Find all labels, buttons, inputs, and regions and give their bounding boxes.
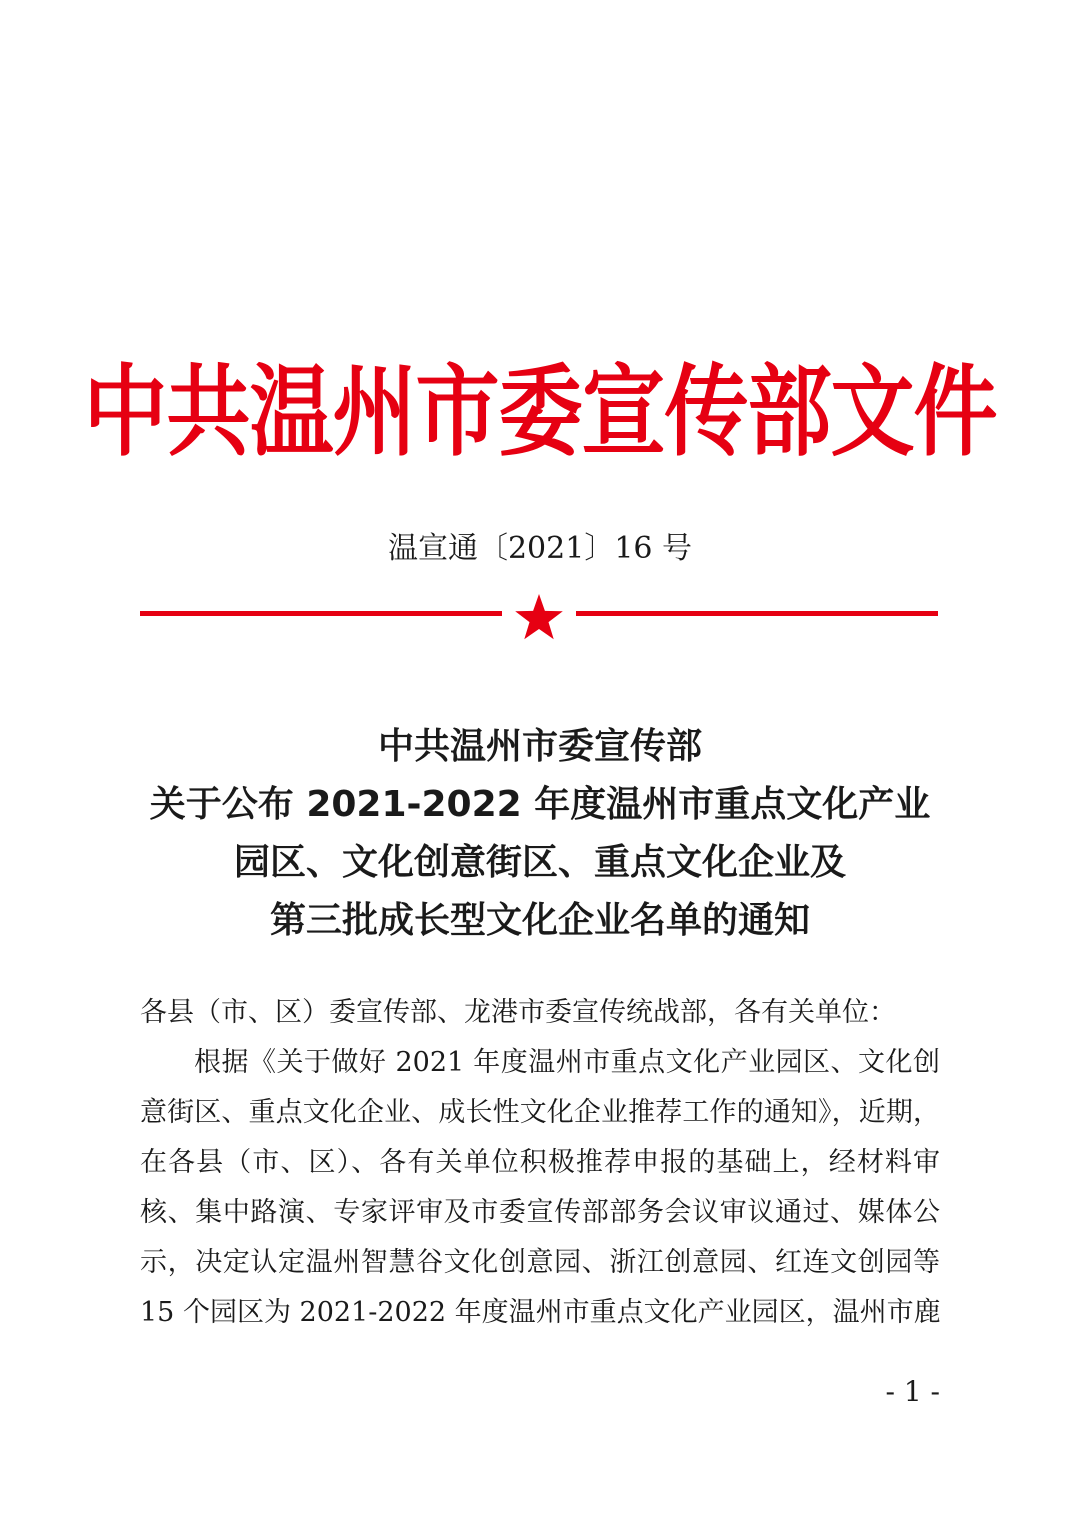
red-divider-right [576,611,938,616]
body-line: 意街区、重点文化企业、成长性文化企业推荐工作的通知》，近期， [140,1097,940,1128]
document-number: 温宣通〔2021〕16 号 [387,531,693,566]
star-icon [514,592,564,642]
page-number: - 1 - [885,1375,940,1408]
body-line: 核、集中路演、专家评审及市委宣传部部务会议审议通过、媒体公 [140,1197,940,1228]
body-line: 示，决定认定温州智慧谷文化创意园、浙江创意园、红连文创园等 [140,1247,940,1278]
salutation: 各县（市、区）委宣传部、龙港市委宣传统战部，各有关单位： [140,997,896,1028]
body-line: 根据《关于做好 2021 年度温州市重点文化产业园区、文化创 [194,1047,940,1078]
red-divider-left [140,611,502,616]
body-line: 在各县（市、区）、各有关单位积极推荐申报的基础上，经材料审 [140,1147,940,1178]
notice-title [100,718,980,950]
title-line: 第三批成长型文化企业名单的通知 [269,900,810,941]
notice-body [140,988,940,1338]
masthead-title: 中共温州市委宣传部文件 [83,354,997,470]
title-line: 关于公布 2021-2022 年度温州市重点文化产业 [149,784,931,825]
title-line: 中共温州市委宣传部 [377,726,702,767]
title-line: 园区、文化创意街区、重点文化企业及 [233,842,846,883]
body-line: 15 个园区为 2021-2022 年度温州市重点文化产业园区，温州市鹿 [140,1297,941,1328]
